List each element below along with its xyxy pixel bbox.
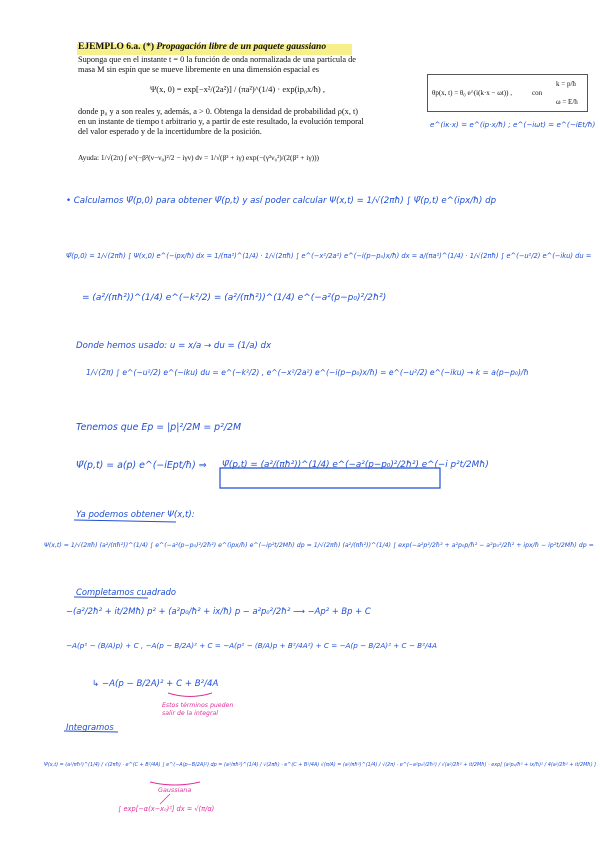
hw-gaussian-label: Gaussiana xyxy=(158,786,192,794)
problem-line-5: del valor esperado y de la incertidumbre de la posición. xyxy=(78,127,262,136)
hw-complete-2: −A(p² − (B/A)p) + C , −A(p − B/2A)² + C = −A(p² − (B/A)p + B²/4A²) + C = −A(p − B/2A)² + C − B²/4A xyxy=(66,641,437,650)
k-relation: k = p/ħ xyxy=(556,80,576,88)
hw-time-evolution: Ψ̃(p,t) = a(p) e^(−iEpt/ħ) ⇒ xyxy=(76,460,207,471)
hw-gaussian-integral: ∫ exp[−α(x−x₀)²] dx = √(π/α) xyxy=(118,805,215,813)
gaussian-brace xyxy=(150,782,200,785)
problem-line-4: en un instante de tiempo t arbitrario y, a partir de este resultado, la evolución temporal xyxy=(78,117,364,126)
hw-energy: Tenemos que Ep = |p|²/2M = p²/2M xyxy=(76,422,242,433)
note-brace xyxy=(168,693,212,697)
con-label: con xyxy=(532,89,543,97)
problem-line-1: Suponga que en el instante t = 0 la función de onda normalizada de una partícula de xyxy=(78,55,356,64)
hw-step-1: • Calculamos Ψ̃(p,0) para obtener Ψ̃(p,t) y así poder calcular Ψ(x,t) = 1/√(2πħ) ∫ Ψ̃(p,t) e^(ipx/ħ) dp xyxy=(66,196,497,206)
hw-exponential-identities: e^(iκ·x) = e^(ip·x/ħ) ; e^(−iωt) = e^(−iEt/ħ) xyxy=(430,120,596,129)
hw-note-terms: Estos términos pueden xyxy=(162,702,234,709)
problem-line-2: masa M sin espín que se mueve libremente en una dimensión espacial es xyxy=(78,65,320,74)
integrate-underline xyxy=(64,731,118,732)
hw-now-heading: Ya podemos obtener Ψ(x,t): xyxy=(76,510,195,520)
hw-complete-3: ↳ −A(p − B/2A)² + C + B²/4A xyxy=(92,679,219,689)
hw-complete-heading: Completamos cuadrado xyxy=(76,587,177,597)
problem-line-3: donde p₀ y a son reales y, además, a > 0. Obtenga la densidad de probabilidad ρ(x, t) xyxy=(78,107,359,116)
hw-time-result: Ψ̃(p,t) = (a²/(πħ²))^(1/4) e^(−a²(p−p₀)²/2ħ²) e^(−i p²t/2Mħ) xyxy=(222,460,489,470)
title-bold: EJEMPLO 6.a. (*) xyxy=(78,42,154,52)
hint-formula: Ayuda: 1/√(2π) ∫ e^(−β²(ν−ν₀)²/2 − iγν) dν = 1/√(β² + iγ) exp(−(γ²ν₀²)/(2(β² + iγ))) xyxy=(78,153,319,162)
plane-wave-formula: θp(x, t) = θ₀ e^(i(k·x − ωt)) , xyxy=(432,89,512,97)
hw-substitution-line: 1/√(2π) ∫ e^(−u²/2) e^(−iku) du = e^(−k²/2) , e^(−x²/2a²) e^(−i(p−p₀)x/ħ) = e^(−u²/2) e^(−iku) → k = a(p−p₀)/ħ xyxy=(86,368,529,377)
omega-relation: ω = E/ħ xyxy=(556,98,578,106)
hw-note-outside-integral: salir de la integral xyxy=(162,710,218,717)
hw-psi-xt: Ψ(x,t) = 1/√(2πħ) (a²/(πħ²))^(1/4) ∫ e^(−a²(p−p₀)²/2ħ²) e^(ipx/ħ) e^(−ip²t/2Mħ) dp = 1/√(2πħ) (a²/(πħ²))^(1/4) ∫ exp(−a²p²/2ħ² + a²p₀p/ħ² − a²p₀²/2ħ² + ipx/ħ − ip²t/2Mħ) dp = xyxy=(44,542,594,549)
heading-underline xyxy=(74,520,176,522)
hw-final-result: Ψ(x,t) = (a²/πħ²)^(1/4) / √(2πħ) · e^(C + B²/4A) ∫ e^(−A(p−B/2A)²) dp = (a²/πħ²)^(1/4) / √(2πħ) · e^(C + B²/4A) √(π/A) = (a²/πħ²)^(1/4) / √(2π) · e^(−a²p₀²/2ħ²) / √(a²/2ħ² + it/2Mħ) · exp[ (a²p₀/ħ² + ix/ħ)² / 4(a²/2ħ² + it/2Mħ) ] xyxy=(44,762,597,768)
hw-complete-1: −(a²/2ħ² + it/2Mħ) p² + (a²p₀/ħ² + ix/ħ) p − a²p₀²/2ħ² ⟶ −Ap² + Bp + C xyxy=(66,606,371,616)
hw-fourier-result: = (a²/(πħ²))^(1/4) e^(−k²/2) = (a²/(πħ²))^(1/4) e^(−a²(p−p₀)²/2ħ²) xyxy=(82,293,387,303)
title-italic: Propagación libre de un paquete gaussiano xyxy=(156,42,327,52)
hw-substitution-intro: Donde hemos usado: u = x/a → du = (1/a) dx xyxy=(76,341,272,351)
hw-fourier-transform: Ψ̃(p,0) = 1/√(2πħ) ∫ Ψ(x,0) e^(−ipx/ħ) dx = 1/(πa²)^(1/4) · 1/√(2πħ) ∫ e^(−x²/2a²) e^(−i(p−p₀)x/ħ) dx = a/(πa²)^(1/4) · 1/√(2πħ) ∫ e^(−u²/2) e^(−iku) du = xyxy=(66,252,592,260)
complete-underline xyxy=(74,597,148,598)
initial-wavefunction-equation: Ψ(x, 0) = exp[−x²/(2a²)] / (πa²)^(1/4) · exp(ip₀x/ħ) , xyxy=(150,84,325,94)
gaussian-arrow xyxy=(160,794,170,804)
boxed-result-frame xyxy=(220,468,440,488)
hw-integrate-heading: Integramos xyxy=(66,722,114,732)
